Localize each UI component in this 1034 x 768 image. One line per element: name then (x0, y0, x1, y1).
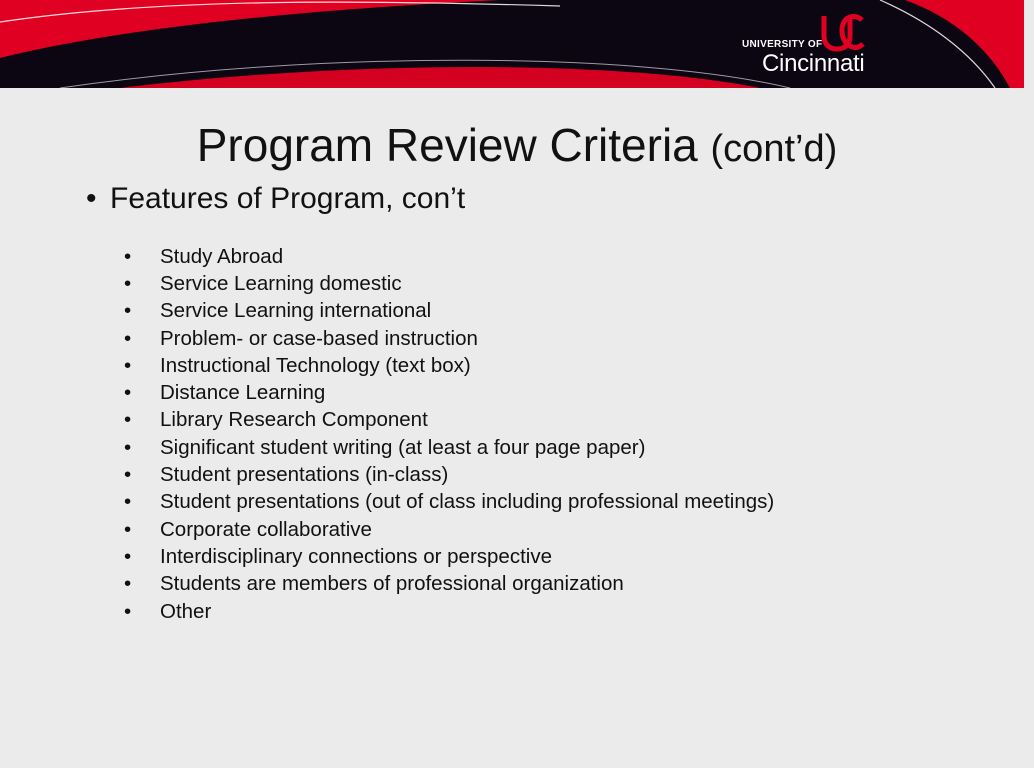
bullet-icon: • (86, 182, 97, 215)
bullet-icon: • (124, 599, 132, 623)
list-item-text: Other (160, 599, 212, 623)
list-item (120, 379, 774, 406)
uc-mark-icon (820, 12, 866, 52)
bullet-icon: • (124, 572, 132, 596)
list-item (120, 543, 774, 570)
bullet-icon: • (124, 244, 132, 268)
bullet-icon: • (124, 353, 132, 377)
list-item-text: Student presentations (out of class including professional meetings) (160, 490, 775, 514)
list-item (120, 270, 774, 297)
list-item-text: Problem- or case-based instruction (160, 326, 478, 350)
bullet-icon: • (124, 517, 132, 541)
feature-list (120, 243, 774, 625)
list-item (120, 461, 774, 488)
bullet-icon: • (124, 544, 132, 568)
list-item-text: Service Learning international (160, 299, 432, 323)
list-item-text: Significant student writing (at least a four page paper) (160, 435, 646, 459)
bullet-icon: • (124, 326, 132, 350)
slide-title (0, 118, 1034, 172)
bullet-icon: • (124, 490, 132, 514)
list-item-text: Instructional Technology (text box) (160, 353, 471, 377)
list-item-text: Student presentations (in-class) (160, 463, 449, 487)
list-item (120, 407, 774, 434)
logo-big-text: Cincinnati (762, 50, 865, 77)
level1-bullet-text: Features of Program, con’t (110, 182, 466, 215)
list-item-text: Study Abroad (160, 244, 284, 268)
list-item-text: Library Research Component (160, 408, 428, 432)
list-item (120, 598, 774, 625)
level1-bullet (86, 182, 465, 216)
bullet-icon: • (124, 435, 132, 459)
list-item (120, 434, 774, 461)
logo-small-text: UNIVERSITY OF (742, 39, 823, 50)
header-banner (0, 0, 1024, 88)
list-item (120, 298, 774, 325)
slide-title-suffix: (cont’d) (710, 128, 838, 170)
bullet-icon: • (124, 408, 132, 432)
list-item (120, 325, 774, 352)
list-item-text: Corporate collaborative (160, 517, 372, 541)
university-logo (742, 10, 882, 78)
list-item (120, 571, 774, 598)
bullet-icon: • (124, 299, 132, 323)
bullet-icon: • (124, 381, 132, 405)
list-item-text: Interdisciplinary connections or perspective (160, 544, 552, 568)
slide-title-main: Program Review Criteria (196, 119, 698, 171)
list-item-text: Service Learning domestic (160, 271, 402, 295)
bullet-icon: • (124, 271, 132, 295)
list-item-text: Students are members of professional organization (160, 572, 624, 596)
list-item (120, 352, 774, 379)
list-item (120, 243, 774, 270)
list-item-text: Distance Learning (160, 381, 326, 405)
bullet-icon: • (124, 463, 132, 487)
list-item (120, 489, 774, 516)
list-item (120, 516, 774, 543)
